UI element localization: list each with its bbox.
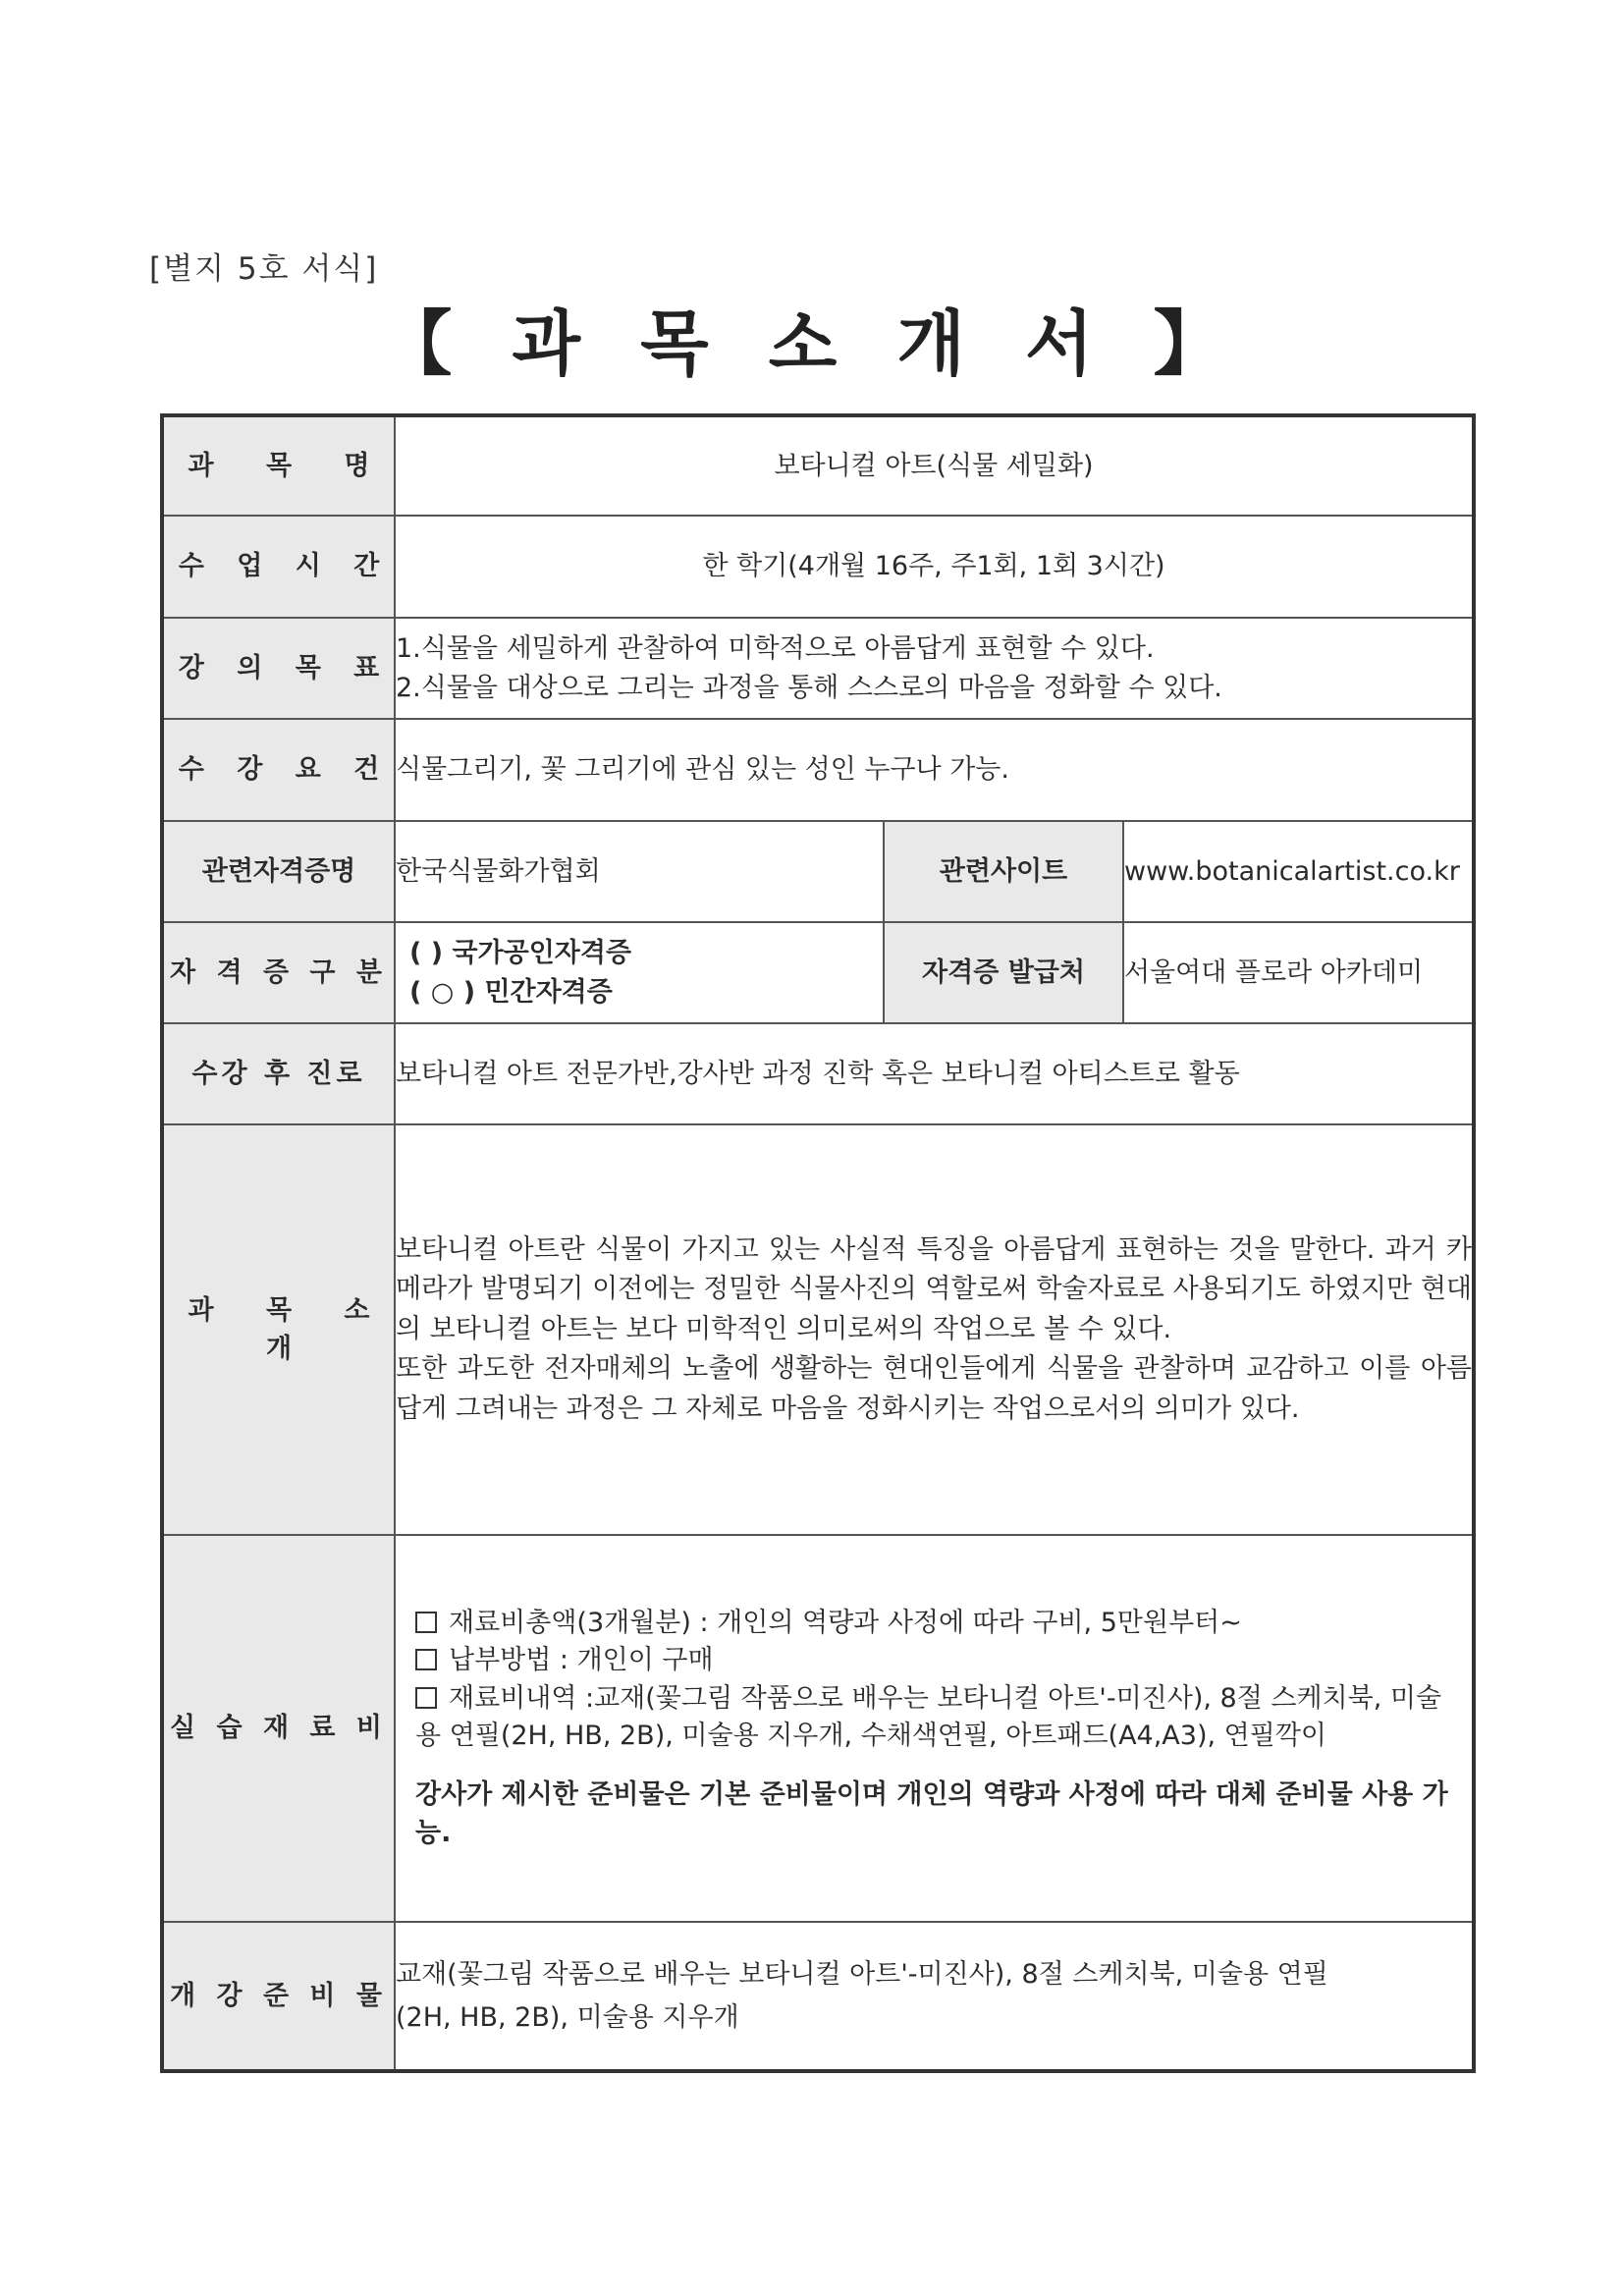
checkbox-icon bbox=[415, 1612, 437, 1633]
row-introduction bbox=[162, 1124, 1474, 1535]
preparation-label: 개 강 준 비 물 bbox=[162, 1922, 395, 2071]
requirements-label: 수 강 요 건 bbox=[162, 719, 395, 821]
issuer-value: 서울여대 플로라 아카데미 bbox=[1123, 922, 1474, 1023]
row-cert-type bbox=[162, 922, 1474, 1023]
materials-item-details: 재료비내역 :교재(꽃그림 작품으로 배우는 보타니컬 아트'-미진사), 8절 스케치북, 미술용 연필(2H, HB, 2B), 미술용 지우개, 수채색연필, 아트패드(A4,A3), 연필깍이 bbox=[415, 1682, 1442, 1751]
objective-line-1: 1.식물을 세밀하게 관찰하여 미학적으로 아름답게 표현할 수 있다. bbox=[396, 633, 1155, 665]
materials-label: 실 습 재 료 비 bbox=[162, 1535, 395, 1922]
row-course-name bbox=[162, 415, 1474, 516]
form-number: [별지 5호 서식] bbox=[149, 251, 379, 287]
introduction-paragraph-2: 또한 과도한 전자매체의 노출에 생활하는 현대인들에게 식물을 관찰하며 교감하고 이를 아름답게 그려내는 과정은 그 자체로 마음을 정화시키는 작업으로서의 의미가 있다. bbox=[396, 1353, 1473, 1424]
objectives-label: 강 의 목 표 bbox=[162, 618, 395, 719]
materials-value bbox=[395, 1535, 1474, 1922]
career-label: 수강 후 진로 bbox=[162, 1023, 395, 1124]
introduction-label: 과 목 소 개 bbox=[162, 1124, 395, 1535]
course-name-value: 보타니컬 아트(식물 세밀화) bbox=[395, 415, 1474, 516]
course-info-table bbox=[160, 413, 1476, 2073]
class-time-label: 수 업 시 간 bbox=[162, 516, 395, 618]
row-requirements bbox=[162, 719, 1474, 821]
course-name-label: 과 목 명 bbox=[162, 415, 395, 516]
materials-item-payment: 납부방법 : 개인이 구매 bbox=[415, 1642, 1458, 1679]
objectives-value bbox=[395, 618, 1474, 719]
site-label: 관련사이트 bbox=[884, 821, 1123, 922]
row-career bbox=[162, 1023, 1474, 1124]
objective-line-2: 2.식물을 대상으로 그리는 과정을 통해 스스로의 마음을 정화할 수 있다. bbox=[396, 672, 1222, 703]
cert-type-options bbox=[395, 922, 884, 1023]
cert-type-label: 자 격 증 구 분 bbox=[162, 922, 395, 1023]
preparation-value: 교재(꽃그림 작품으로 배우는 보타니컬 아트'-미진사), 8절 스케치북, 미술용 연필(2H, HB, 2B), 미술용 지우개 bbox=[395, 1922, 1474, 2071]
introduction-paragraph-1: 보타니컬 아트란 식물이 가지고 있는 사실적 특징을 아름답게 표현하는 것을 말한다. 과거 카메라가 발명되기 이전에는 정밀한 식물사진의 역할로써 학술자료로 사용되기도 하였지만 현대의 보타니컬 아트는 보다 미학적인 의미로써의 작업으로 볼 수 있다. bbox=[396, 1233, 1473, 1344]
site-value: www.botanicalartist.co.kr bbox=[1123, 821, 1474, 922]
page-title: 【 과 목 소 개 서 】 bbox=[381, 302, 1242, 385]
row-objectives bbox=[162, 618, 1474, 719]
issuer-label: 자격증 발급처 bbox=[884, 922, 1123, 1023]
row-preparation bbox=[162, 1922, 1474, 2071]
certificate-value: 한국식물화가협회 bbox=[395, 821, 884, 922]
row-certificate bbox=[162, 821, 1474, 922]
introduction-value bbox=[395, 1124, 1474, 1535]
checkbox-icon bbox=[415, 1649, 437, 1670]
cert-option-private: ( ○ ) 민간자격증 bbox=[409, 976, 613, 1008]
row-class-time bbox=[162, 516, 1474, 618]
certificate-label: 관련자격증명 bbox=[162, 821, 395, 922]
career-value: 보타니컬 아트 전문가반,강사반 과정 진학 혹은 보타니컬 아티스트로 활동 bbox=[395, 1023, 1474, 1124]
class-time-value: 한 학기(4개월 16주, 주1회, 1회 3시간) bbox=[395, 516, 1474, 618]
materials-item-total: 재료비총액(3개월분) : 개인의 역량과 사정에 따라 구비, 5만원부터~ bbox=[415, 1605, 1458, 1642]
materials-note: 강사가 제시한 준비물은 기본 준비물이며 개인의 역량과 사정에 따라 대체 준비물 사용 가능. bbox=[415, 1779, 1448, 1848]
checkbox-icon bbox=[415, 1687, 437, 1709]
cert-option-national: ( ) 국가공인자격증 bbox=[409, 938, 632, 969]
row-materials bbox=[162, 1535, 1474, 1922]
requirements-value: 식물그리기, 꽃 그리기에 관심 있는 성인 누구나 가능. bbox=[395, 719, 1474, 821]
